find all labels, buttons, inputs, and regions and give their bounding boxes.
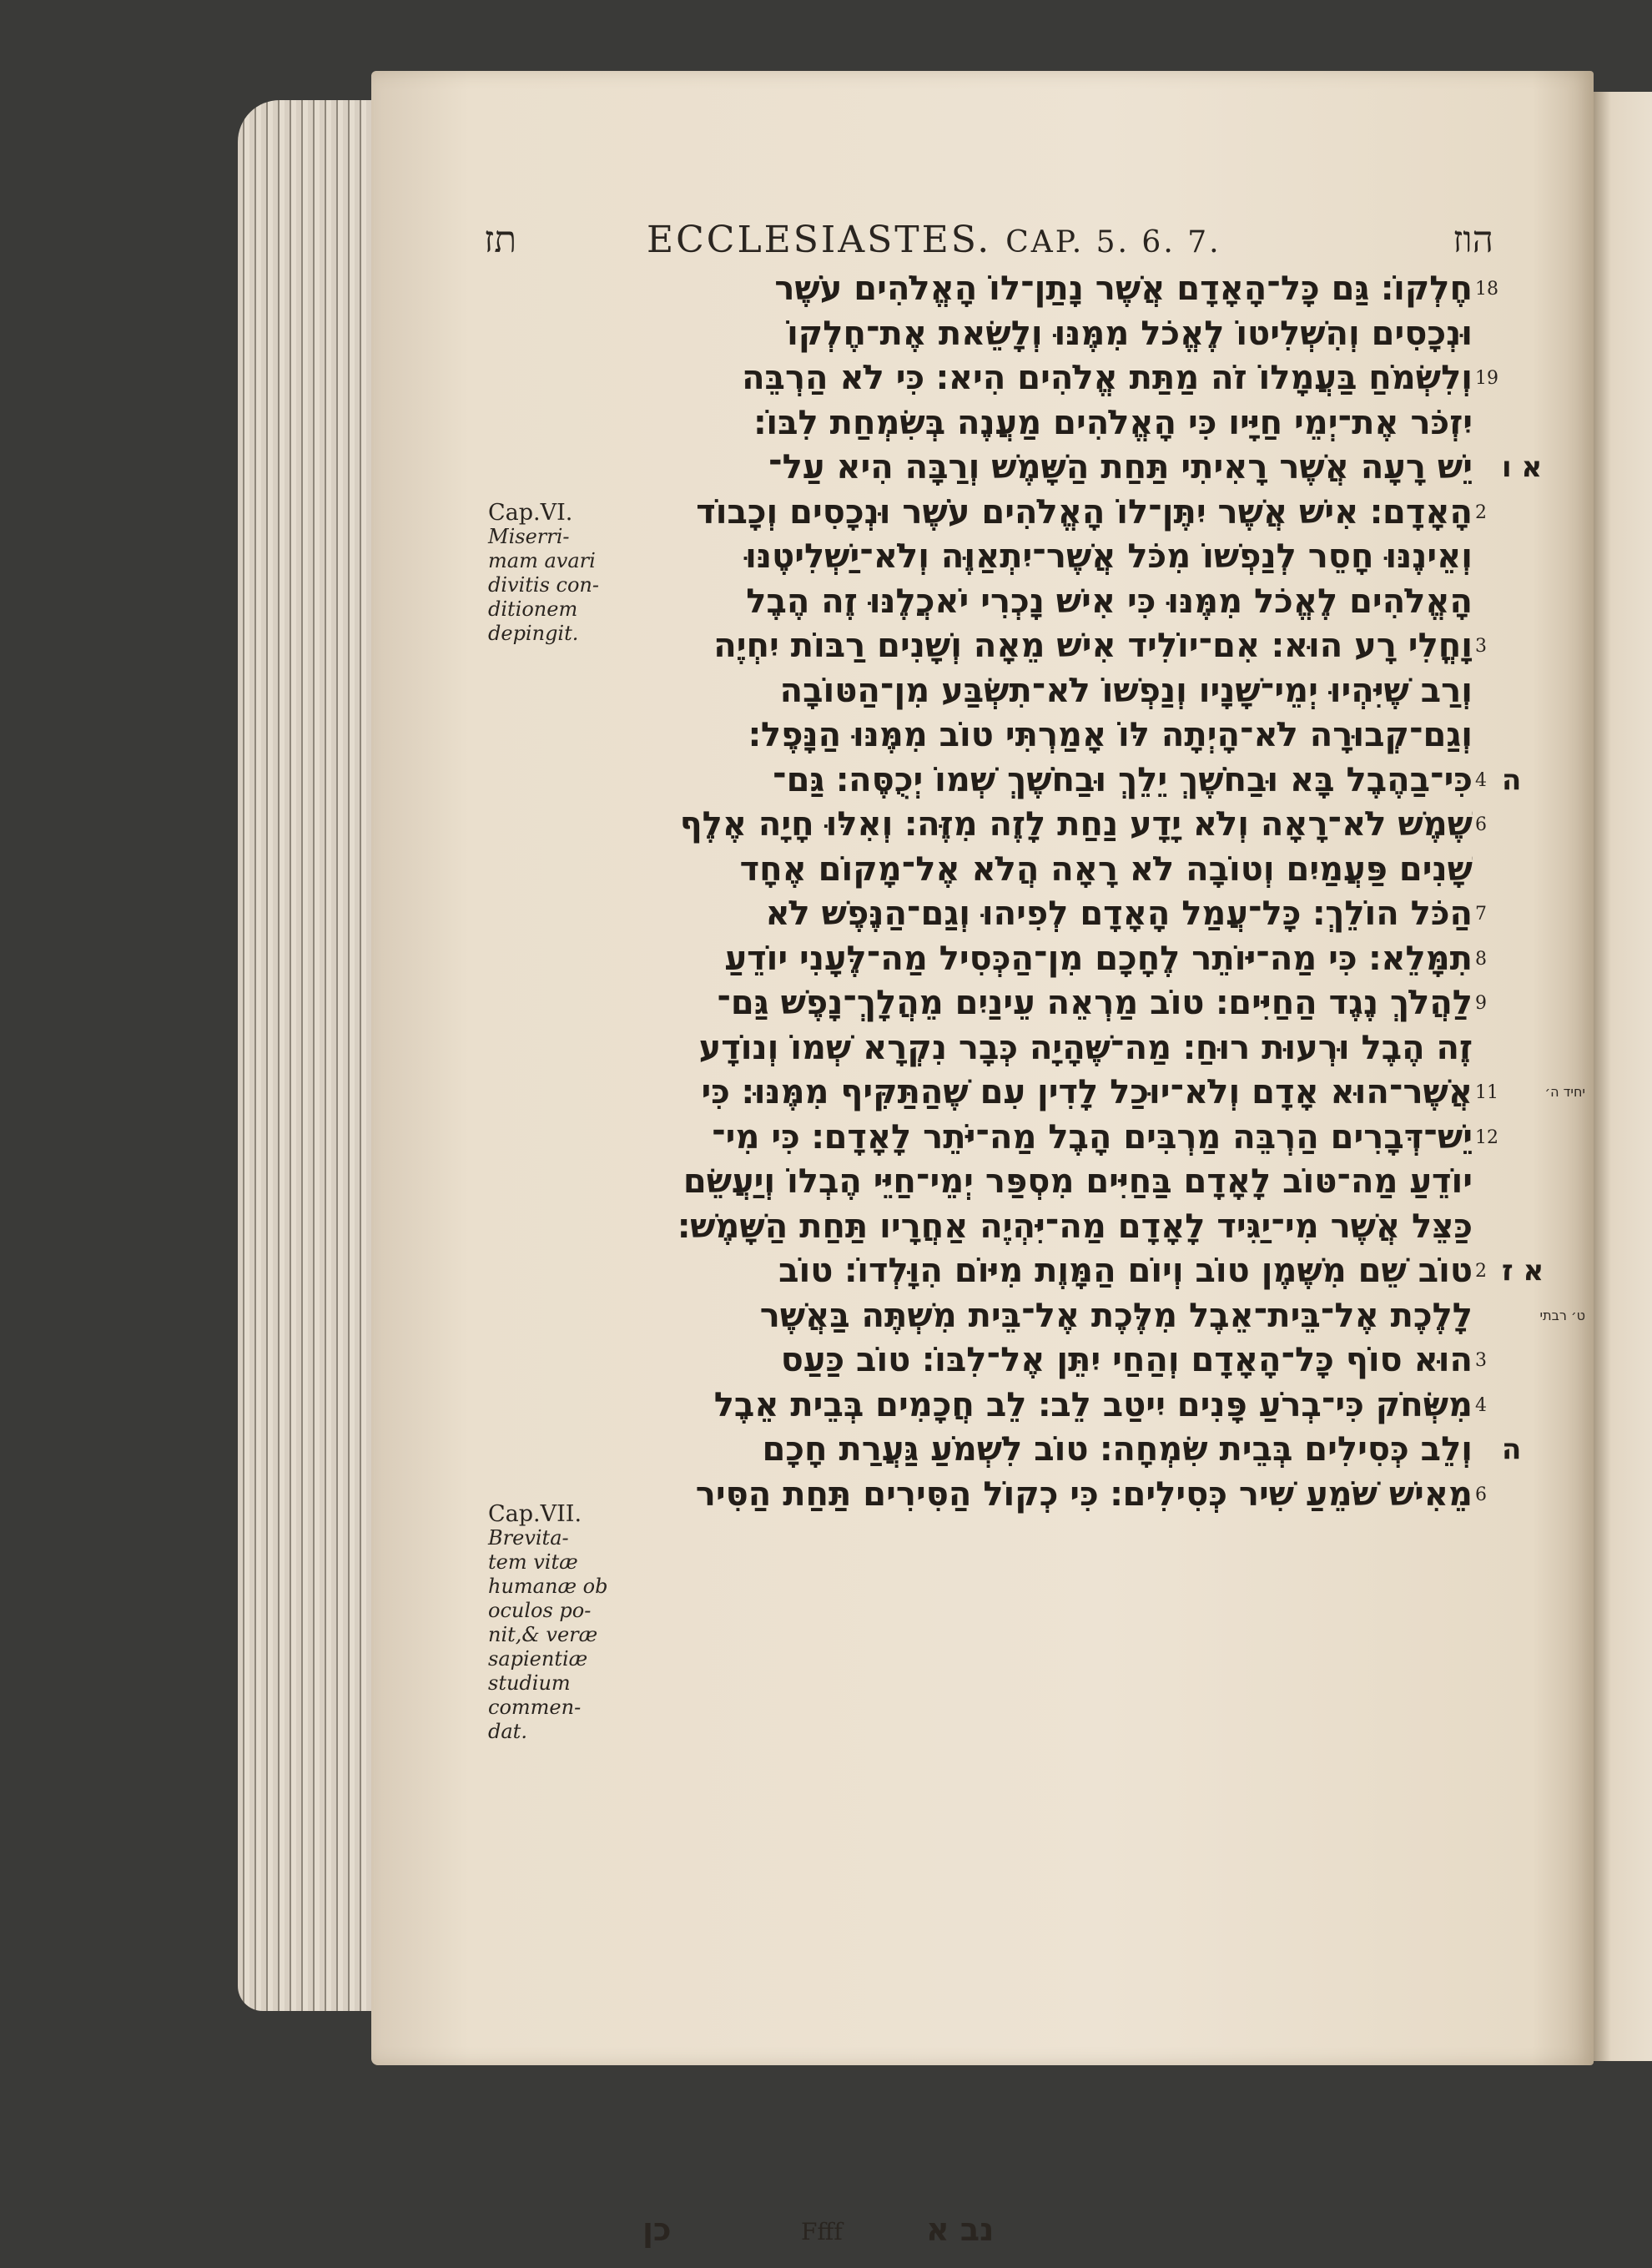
text-line <box>605 981 1487 1026</box>
margin-note-text: Brevita- tem vitæ humanæ ob oculos po- nit,& veræ sapientiæ studium commen- dat. <box>488 1526 608 1743</box>
hebrew-line-text: מִשְּׂחֹק כִּי־בְרֹעַ פָּנִים יִיטַב לֵב׃ לֵב חֲכָמִים בְּבֵית אֵבֶל <box>713 1385 1473 1424</box>
text-line <box>605 1338 1487 1383</box>
hebrew-line-text: יֵשׁ רָעָה אֲשֶׁר רָאִיתִי תַּחַת הַשָּׁמֶשׁ וְרַבָּה הִיא עַל־ <box>768 448 1473 486</box>
hebrew-signature: נב א <box>926 2211 995 2248</box>
verse-number: 11 <box>1475 1082 1498 1103</box>
hebrew-line-text: תִמָּלֵא׃ כִּי מַה־יּוֹתֵר לֶחָכָם מִן־הַכְּסִיל מַה־לֶּעָנִי יוֹדֵעַ <box>724 939 1473 978</box>
text-line <box>605 356 1498 401</box>
hebrew-section-mark: א ו <box>1502 451 1543 484</box>
text-line <box>605 580 1473 625</box>
text-line <box>605 1071 1585 1116</box>
hebrew-section-mark: ה <box>1502 1433 1522 1466</box>
hebrew-line-text: טוֹב שֵׁם מִשֶּׁמֶן טוֹב וְיוֹם הַמָּוֶת מִיּוֹם הִוָּלְדוֹ׃ טוֹב <box>778 1252 1473 1290</box>
hebrew-line-text: זֶה הֶבֶל וּרְעוּת רוּחַ׃ מַה־שֶּׁהָיָה כְּבָר נִקְרָא שְׁמוֹ וְנוֹדָע <box>698 1028 1473 1067</box>
facing-page-edge <box>1594 92 1652 2061</box>
text-line <box>605 624 1487 669</box>
hebrew-line-text: לָלֶכֶת אֶל־בֵּית־אֵבֶל מִלֶּכֶת אֶל־בֵּית מִשְׁתֶּה בַּאֲשֶׁר <box>759 1296 1473 1335</box>
hebrew-line-text: וּנְכָסִים וְהִשְׁלִיטוֹ לֶאֱכֹל מִמֶּנּוּ וְלָשֵׂאת אֶת־חֶלְקוֹ <box>787 314 1473 353</box>
hebrew-line-text: וְרַב שֶׁיִּהְיוּ יְמֵי־שָׁנָיו וְנַפְשׁוֹ לֹא־תִשְׂבַּע מִן־הַטּוֹבָה <box>779 671 1473 710</box>
text-line <box>605 713 1473 759</box>
text-line <box>605 803 1487 848</box>
text-line <box>605 535 1473 580</box>
verse-number: 3 <box>1475 636 1487 657</box>
signature-mark: Ffff <box>801 2218 843 2245</box>
hebrew-line-text: כִּי־בַהֶבֶל בָּא וּבַחֹשֶׁךְ יֵלֵךְ וּבַחֹשֶׁךְ שְׁמוֹ יְכֻסֶּה׃ גַּם־ <box>773 760 1473 799</box>
text-line <box>605 1383 1487 1429</box>
hebrew-line-text: וְלִשְׂמֹחַ בַּעֲמָלוֹ זֹה מַתַּת אֱלֹהִים הִיא׃ כִּי לֹא הַרְבֵּה <box>742 359 1473 397</box>
header-hebrew: הוז <box>1453 219 1493 261</box>
masoretic-note: ט׳ רבתי <box>1539 1307 1585 1323</box>
text-line <box>605 1249 1544 1294</box>
verse-number: 2 <box>1475 501 1487 523</box>
text-line <box>605 937 1487 982</box>
hebrew-line-text: יִזְכֹּר אֶת־יְמֵי חַיָּיו כִּי הָאֱלֹהִים מַעֲנֶה בְּשִׂמְחַת לִבּוֹ׃ <box>753 403 1473 442</box>
hebrew-line-text: הַכֹּל הוֹלֵךְ׃ כָּל־עֲמַל הָאָדָם לְפִיהוּ וְגַם־הַנֶּפֶשׁ לֹא <box>765 895 1473 933</box>
hebrew-line-text: וְלֵב כְּסִילִים בְּבֵית שִׂמְחָה׃ טוֹב לִשְׁמֹעַ גַּעֲרַת חָכָם <box>762 1430 1473 1469</box>
book-title: ECCLESIASTES. <box>647 219 992 261</box>
hebrew-line-text: שָׁנִים פַּעֲמַיִם וְטוֹבָה לֹא רָאָה הֲלֹא אֶל־מָקוֹם אֶחָד <box>739 849 1473 889</box>
verse-number: 8 <box>1475 948 1487 970</box>
hebrew-line-text: הָאֱלֹהִים לֶאֱכֹל מִמֶּנּוּ כִּי אִישׁ נָכְרִי יֹאכֲלֶנּוּ זֶה הֶבֶל <box>746 582 1473 621</box>
text-line <box>605 491 1487 536</box>
text-line <box>605 1428 1522 1473</box>
hebrew-line-text: הוּא סוֹף כָּל־הָאָדָם וְהַחַי יִתֵּן אֶל־לִבּוֹ׃ טוֹב כַּעַס <box>780 1341 1473 1379</box>
verse-number: 7 <box>1475 904 1487 925</box>
margin-note-chapter: Cap.VI. <box>488 500 573 526</box>
hebrew-line-text: יוֹדֵעַ מַה־טּוֹב לָאָדָם בַּחַיִּים מִסְפַּר יְמֵי־חַיֵּי הֶבְלוֹ וְיַעֲשֵׂם <box>682 1162 1473 1201</box>
hebrew-line-text: חֶלְקוֹ׃ גַּם כָּל־הָאָדָם אֲשֶׁר נָתַן־לוֹ הָאֱלֹהִים עֹשֶׁר <box>774 270 1473 308</box>
verse-number: 4 <box>1475 769 1487 791</box>
hebrew-line-text: וָחֳלִי רָע הוּא׃ אִם־יוֹלִיד אִישׁ מֵאָה וְשָׁנִים רַבּוֹת יִחְיֶה <box>713 627 1473 665</box>
hebrew-line-text: אֲשֶׁר־הוּא אָדָם וְלֹא־יוּכַל לָדִין עִם שֶׁהַתַּקִּיף מִמֶּנּוּ׃ כִּי <box>701 1073 1473 1111</box>
verse-number: 9 <box>1475 993 1487 1014</box>
margin-note-chapter: Cap.VII. <box>488 1501 582 1527</box>
hebrew-section-mark: א ז <box>1502 1254 1544 1288</box>
verse-number: 3 <box>1475 1350 1487 1371</box>
hebrew-line-text: כַּצֵּל אֲשֶׁר מִי־יַגִּיד לָאָדָם מַה־יִּהְיֶה אַחֲרָיו תַּחַת הַשָּׁמֶשׁ׃ <box>677 1207 1473 1246</box>
verse-number: 2 <box>1475 1261 1487 1282</box>
chapter-range: CAP. 5. 6. 7. <box>1005 225 1221 260</box>
folio-hebrew: תז <box>484 219 517 261</box>
masoretic-note: יחיד ה׳ <box>1544 1084 1585 1100</box>
margin-note-cap-7 <box>488 1502 630 1744</box>
hebrew-line-text: שֶׁמֶשׁ לֹא־רָאָה וְלֹא יָדָע נַחַת לָזֶה מִזֶּה׃ וְאִלּוּ חָיָה אֶלֶף <box>679 805 1473 844</box>
verse-number: 18 <box>1475 279 1498 300</box>
verse-number: 6 <box>1475 814 1487 835</box>
verse-number: 19 <box>1475 368 1498 389</box>
hebrew-line-text: לַהֲלֹךְ נֶגֶד הַחַיִּים׃ טוֹב מַרְאֵה עֵינַיִם מֵהֲלָךְ־נָפֶשׁ גַּם־ <box>717 984 1473 1022</box>
text-line <box>605 446 1543 491</box>
hebrew-line-text: מֵאִישׁ שֹׁמֵעַ שִׁיר כְּסִילִים׃ כִּי כְקוֹל הַסִּירִים תַּחַת הַסִּיר <box>695 1474 1473 1514</box>
running-title <box>647 219 1221 261</box>
text-line <box>605 1294 1585 1339</box>
hebrew-line-text: וְגַם־קְבוּרָה לֹא־הָיְתָה לּוֹ אָמַרְתִּי טוֹב מִמֶּנּוּ הַנָּפֶל׃ <box>748 716 1473 754</box>
text-line <box>605 267 1498 312</box>
page-footer <box>642 2211 1043 2268</box>
text-line <box>605 1160 1473 1205</box>
text-line <box>605 1116 1498 1161</box>
verse-number: 6 <box>1475 1484 1487 1505</box>
text-line <box>605 669 1473 714</box>
hebrew-line-text: הָאָדָם׃ אִישׁ אֲשֶׁר יִתֶּן־לוֹ הָאֱלֹהִים עֹשֶׁר וּנְכָסִים וְכָבוֹד <box>696 492 1473 532</box>
catchword: כן <box>642 2211 672 2248</box>
hebrew-line-text: וְאֵינֶנּוּ חָסֵר לְנַפְשׁוֹ מִכֹּל אֲשֶׁר־יִתְאַוֶּה וְלֹא־יַשְׁלִיטֶנּוּ <box>745 537 1473 576</box>
text-line <box>605 1205 1473 1250</box>
text-line <box>605 312 1473 357</box>
hebrew-section-mark: ה <box>1502 763 1522 797</box>
hebrew-text-block <box>605 267 1585 1517</box>
text-line <box>605 848 1473 893</box>
text-line <box>605 1026 1473 1071</box>
text-line <box>605 892 1487 937</box>
verse-number: 4 <box>1475 1394 1487 1416</box>
text-line <box>605 401 1473 446</box>
margin-note-text: Miserri- mam avari divitis con- ditionem depingit. <box>488 525 599 645</box>
text-line <box>605 1473 1487 1518</box>
verse-number: 12 <box>1475 1126 1498 1148</box>
text-line <box>605 759 1522 804</box>
running-header <box>467 219 1493 269</box>
hebrew-line-text: יֵשׁ־דְּבָרִים הַרְבֵּה מַרְבִּים הָבֶל מַה־יֹּתֵר לָאָדָם׃ כִּי מִי־ <box>712 1117 1473 1157</box>
